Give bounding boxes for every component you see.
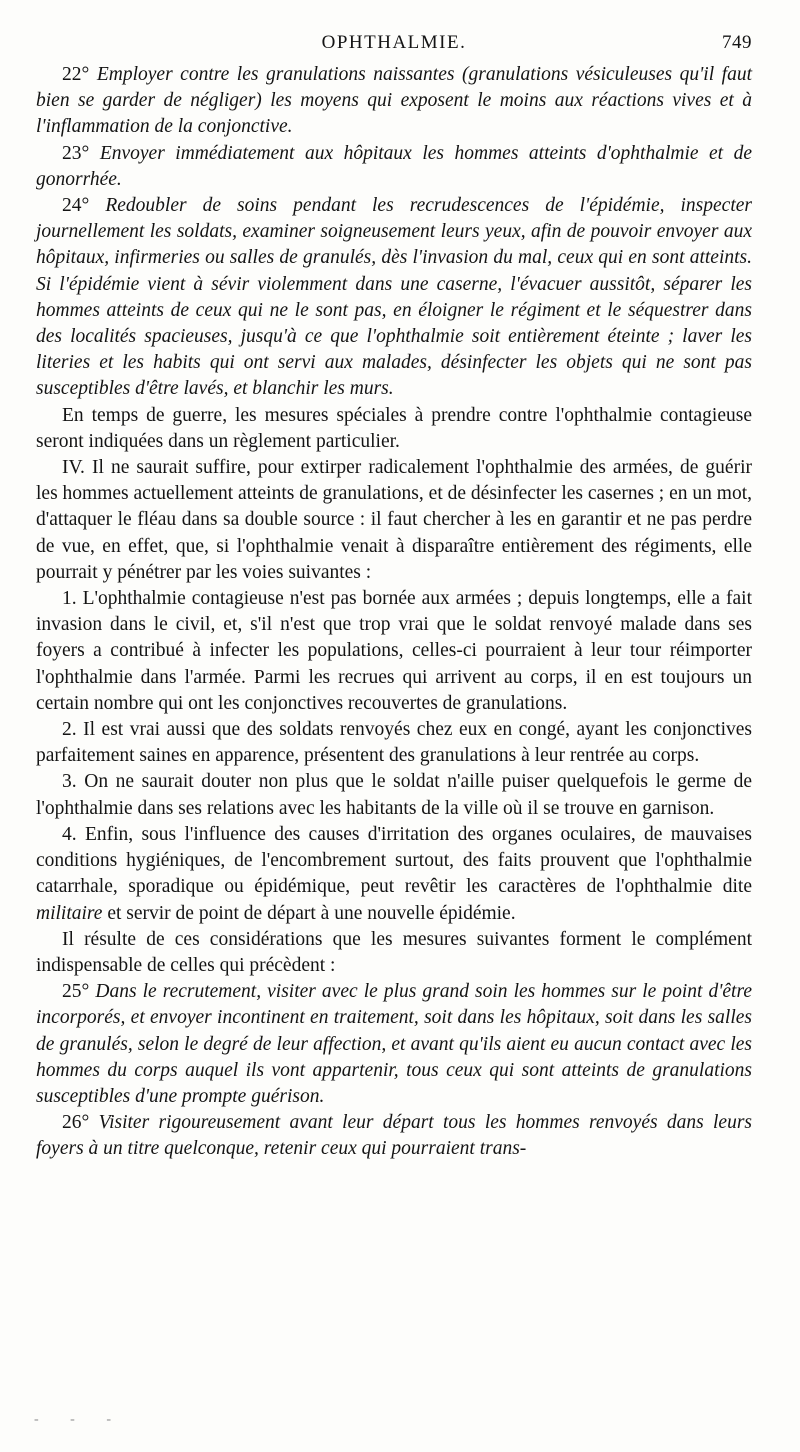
- body-text: [36, 62, 752, 1163]
- paragraph-text: IV. Il ne saurait suffire, pour extirper radicalement l'ophthalmie des armées, de guérir les hommes actuellement atteints de granulations, et de désinfecter les casernes ; en un mot, d'attaquer le fléau dans sa double source : il faut chercher à les en garantir et ne pas perdre de vue, en effet, que, si l'ophthalmie venait à disparaître entièrement des régiments, elle pourrait y pénétrer par les voies suivantes :: [36, 457, 752, 583]
- rule-22-paragraph: [36, 62, 752, 141]
- paragraph-text: 2. Il est vrai aussi que des soldats renvoyés chez eux en congé, ayant les conjonctives parfaitement saines en apparence, présentent des granulations à leur rentrée au corps.: [36, 719, 752, 767]
- paragraph-text: Il résulte de ces considérations que les mesures suivantes forment le complément indispensable de celles qui précèdent :: [36, 928, 752, 976]
- wartime-paragraph: [36, 403, 752, 455]
- rule-24-paragraph: [36, 193, 752, 403]
- rule-text: Visiter rigoureusement avant leur départ tous les hommes renvoyés dans leurs foyers à un titre quelconque, retenir ceux qui pourraient trans-: [36, 1112, 753, 1160]
- rule-number: 24°: [62, 195, 90, 217]
- rule-text: Employer contre les granulations naissantes (granulations vésiculeuses qu'il faut bien se garder de négliger) les moyens qui exposent le moins aux réactions vives et à l'inflammation de la conjonctive.: [36, 64, 752, 138]
- rule-25-paragraph: [36, 979, 752, 1110]
- point-4-paragraph: [36, 822, 752, 927]
- point-1-paragraph: [36, 586, 752, 717]
- point-3-paragraph: [36, 769, 752, 821]
- paragraph-text: En temps de guerre, les mesures spéciales à prendre contre l'ophthalmie contagieuse seront indiquées dans un règlement particulier.: [36, 404, 752, 452]
- rule-26-paragraph: [36, 1110, 752, 1162]
- point-2-paragraph: [36, 717, 752, 769]
- rule-text: Envoyer immédiatement aux hôpitaux les hommes atteints d'ophthalmie et de gonorrhée.: [36, 142, 753, 190]
- rule-number: 26°: [62, 1112, 90, 1134]
- rule-number: 23°: [62, 142, 90, 164]
- scan-artifact-marks: ‐ ‐ ‐: [34, 1412, 125, 1427]
- paragraph-text: 3. On ne saurait douter non plus que le soldat n'aille puiser quelquefois le germe de l'ophthalmie dans ses relations avec les habitants de la ville où il se trouve en garnison.: [36, 771, 752, 819]
- rule-text: Dans le recrutement, visiter avec le plus grand soin les hommes sur le point d'être incorporés, et envoyer incontinent en traitement, soit dans les hôpitaux, soit dans les salles de granulés, selon le degré de leur affection, et avant qu'ils aient eu aucun contact avec les hommes du corps auquel ils vont appartenir, tous ceux qui sont atteints de granulations susceptibles d'une prompte guérison.: [36, 981, 752, 1107]
- section-iv-paragraph: [36, 455, 752, 586]
- rule-number: 25°: [62, 981, 90, 1003]
- paragraph-text-end: et servir de point de départ à une nouvelle épidémie.: [102, 902, 516, 924]
- emphasis-militaire: militaire: [36, 902, 103, 924]
- rule-number: 22°: [62, 64, 90, 85]
- rule-23-paragraph: [36, 141, 752, 193]
- paragraph-text-start: 4. Enfin, sous l'influence des causes d'irritation des organes oculaires, de mauvaises conditions hygiéniques, de l'encombrement surtout, des faits prouvent que l'ophthalmie catarrhale, sporadique ou épidémique, peut revêtir les caractères de l'ophthalmie dite: [36, 823, 752, 898]
- page-number: 749: [722, 32, 752, 53]
- conclusion-paragraph: [36, 927, 752, 979]
- running-head: [36, 26, 752, 62]
- running-title: OPHTHALMIE.: [321, 32, 467, 53]
- rule-text: Redoubler de soins pendant les recrudescences de l'épidémie, inspecter journellement les soldats, examiner soigneusement leurs yeux, afin de pouvoir envoyer aux hôpitaux, infirmeries ou salles de granulés, dès l'invasion du mal, ceux qui en sont atteints. Si l'épidémie vient à sévir violemment dans une caserne, l'évacuer aussitôt, séparer les hommes atteints de ceux qui ne le sont pas, en éloigner le régiment et le séquestrer dans des localités spacieuses, jusqu'à ce que l'ophthalmie soit entièrement éteinte ; laver les literies et les habits qui ont servi aux malades, désinfecter les objets qui ne sont pas susceptibles d'être lavés, et blanchir les murs.: [36, 195, 752, 400]
- paragraph-text: 1. L'ophthalmie contagieuse n'est pas bornée aux armées ; depuis longtemps, elle a fait invasion dans le civil, et, s'il n'est que trop vrai que le soldat renvoyé malade dans ses foyers a contribué à infecter les populations, celles-ci pourraient à leur tour réimporter l'ophthalmie dans l'armée. Parmi les recrues qui arrivent au corps, il en est toujours un certain nombre qui ont les conjonctives recouvertes de granulations.: [36, 588, 752, 714]
